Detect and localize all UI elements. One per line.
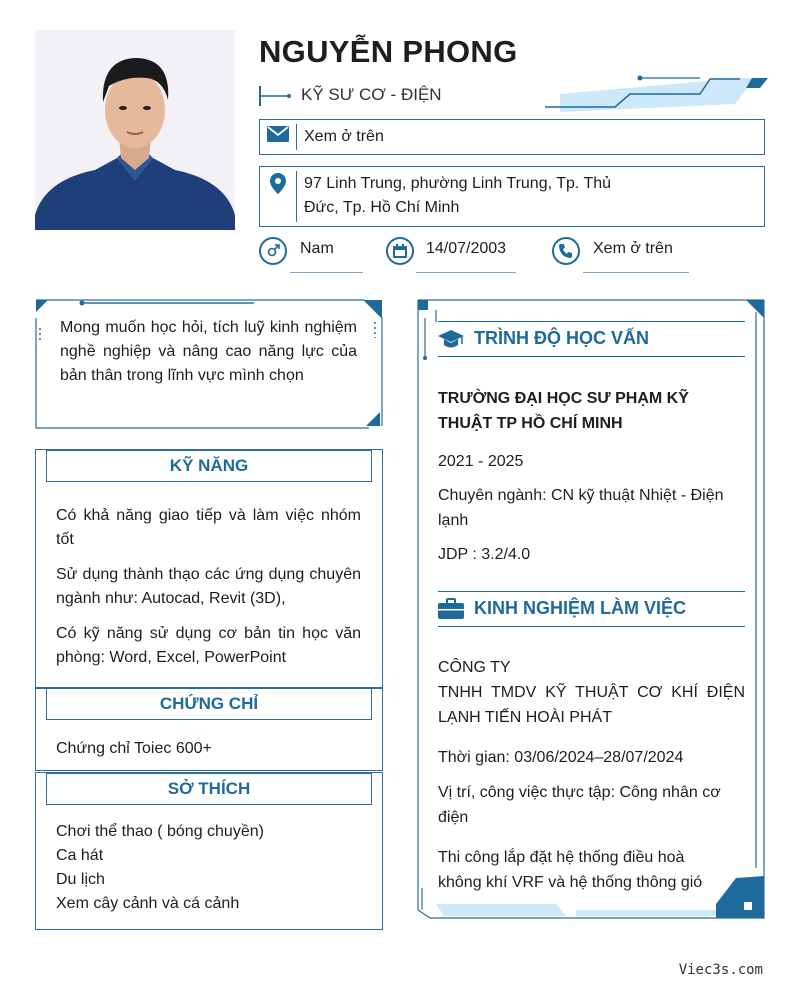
gender-value: Nam [300,240,334,257]
company-line-2: TNHH TMDV KỸ THUẬT CƠ KHÍ ĐIỆN LẠNH TIẾN HOÀI PHÁT [438,684,745,726]
address-line-1: 97 Linh Trung, phường Linh Trung, Tp. Thủ [304,175,612,192]
experience-description: Thi công lắp đặt hệ thống điều hoà không khí VRF và hệ thống thông gió [438,849,703,891]
calendar-icon [386,237,414,265]
envelope-icon [264,126,292,142]
hobby-item: Ca hát [56,847,104,864]
objective-text: Mong muốn học hỏi, tích luỹ kinh nghiệm nghề nghiệp và nâng cao năng lực của bản thân trong lĩnh vực mình chọn [60,319,357,384]
job-title: KỸ SƯ CƠ - ĐIỆN [301,85,442,104]
hobby-item: Du lịch [56,871,105,888]
address-row [259,166,765,227]
graduation-cap-icon [438,328,464,355]
briefcase-icon [438,598,464,625]
skills-list [56,504,361,670]
phone-icon [552,237,580,265]
email-value: Xem ở trên [304,128,384,145]
company-line-1: CÔNG TY [438,659,511,676]
certificates-heading: CHỨNG CHỈ [46,688,372,720]
education-heading: TRÌNH ĐỘ HỌC VẤN [474,328,649,348]
education-heading-bar [438,321,745,357]
hobbies-heading: SỞ THÍCH [46,773,372,805]
education-major: Chuyên ngành: CN kỹ thuật Nhiệt - Điện lạnh [438,487,724,529]
phone-value: Xem ở trên [593,240,673,257]
profile-photo [35,30,235,230]
experience-position: Vị trí, công việc thực tập: Công nhân cơ điện [438,784,721,826]
candidate-name: NGUYỄN PHONG [259,34,518,69]
experience-period: Thời gian: 03/06/2024–28/07/2024 [438,749,684,766]
certificate-item: Chứng chỉ Toiec 600+ [56,740,212,757]
hobby-item: Chơi thể thao ( bóng chuyền) [56,823,264,840]
skills-heading: KỸ NĂNG [46,450,372,482]
title-line-icon [259,86,293,106]
skill-item: Sử dụng thành thạo các ứng dụng chuyên ngành như: Autocad, Revit (3D), [56,566,361,607]
hobby-item: Xem cây cảnh và cá cảnh [56,895,240,912]
hobbies-list [56,820,264,916]
experience-heading: KINH NGHIỆM LÀM VIỆC [474,598,687,618]
email-row [259,119,765,155]
experience-heading-bar [438,591,745,627]
education-years: 2021 - 2025 [438,453,524,470]
header-circuit-decoration [540,74,770,114]
skill-item: Có khả năng giao tiếp và làm việc nhóm tốt [56,507,361,548]
skill-item: Có kỹ năng sử dụng cơ bản tin học văn phòng: Word, Excel, PowerPoint [56,625,361,666]
birthdate-value: 14/07/2003 [426,240,507,257]
address-line-2: Đức, Tp. Hồ Chí Minh [304,199,460,216]
school-name: TRƯỜNG ĐẠI HỌC SƯ PHẠM KỸ THUẬT TP HỒ CHÍ MINH [438,390,689,432]
education-gpa: JDP : 3.2/4.0 [438,546,531,563]
gender-icon [259,237,287,265]
watermark: Viec3s.com [678,962,763,978]
location-pin-icon [264,173,292,195]
